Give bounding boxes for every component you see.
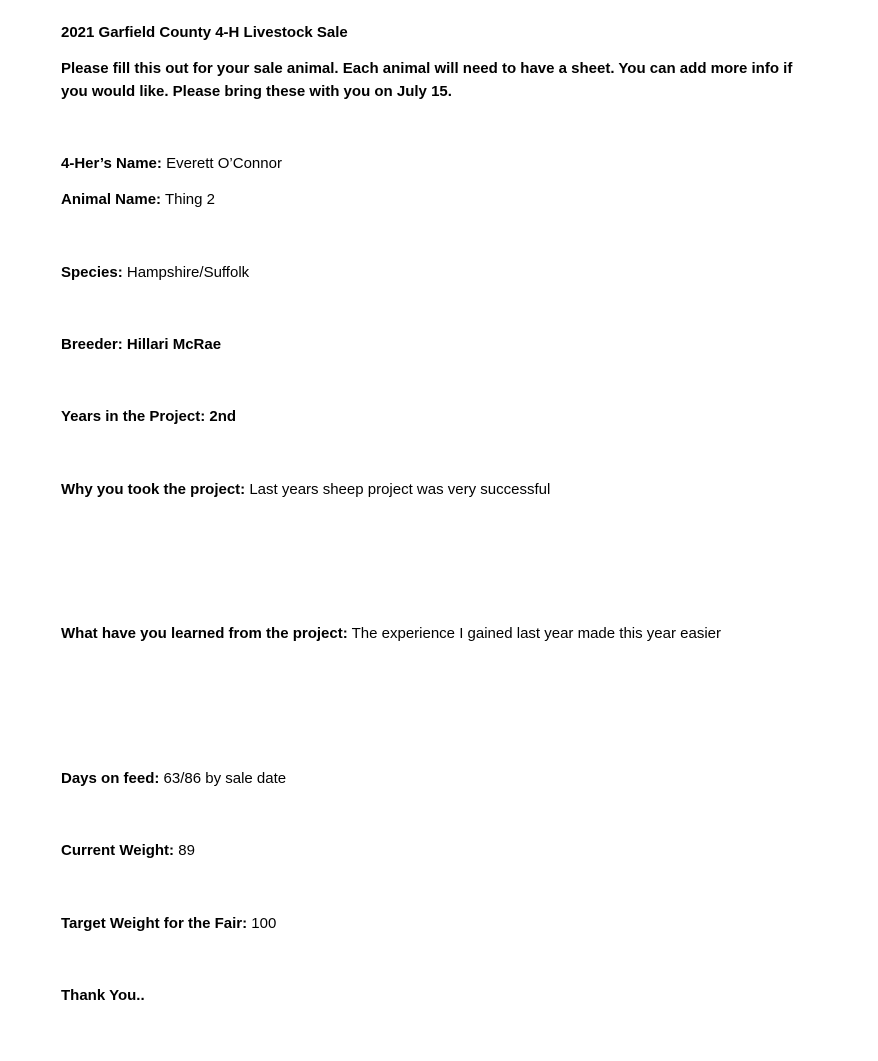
field-value: Thing 2 <box>164 191 215 208</box>
field-days-on-feed <box>61 767 286 790</box>
field-label: What have you learned from the project: <box>61 625 348 642</box>
field-species <box>61 261 249 284</box>
field-label: Breeder: <box>61 336 123 353</box>
field-what-learned <box>61 622 721 645</box>
closing-text: Thank You.. <box>61 987 145 1004</box>
field-years-in-project <box>61 405 236 428</box>
field-label: Years in the Project: <box>61 408 206 425</box>
field-value: 100 <box>251 915 277 932</box>
field-current-weight <box>61 839 195 862</box>
field-why-took-project <box>61 478 550 501</box>
field-label: Current Weight: <box>61 842 175 859</box>
field-value: Last years sheep project was very successful <box>249 481 551 498</box>
field-label: Target Weight for the Fair: <box>61 915 248 932</box>
field-target-weight <box>61 912 276 935</box>
field-value: Everett O’Connor <box>166 155 282 172</box>
field-value: Hillari McRae <box>126 336 222 353</box>
field-label: 4-Her’s Name: <box>61 155 162 172</box>
instructions-paragraph: Please fill this out for your sale animal. Each animal will need to have a sheet. You can add more info if you would like. Please bring these with you on July 15. <box>61 60 793 100</box>
field-label: Why you took the project: <box>61 481 246 498</box>
field-value: Hampshire/Suffolk <box>126 264 250 281</box>
field-value: 63/86 by sale date <box>163 770 287 787</box>
field-label: Days on feed: <box>61 770 160 787</box>
document-title: 2021 Garfield County 4-H Livestock Sale <box>61 24 348 41</box>
field-value: The experience I gained last year made this year easier <box>351 625 721 642</box>
field-label: Animal Name: <box>61 191 162 208</box>
field-4her-name <box>61 152 282 175</box>
field-animal-name <box>61 188 215 211</box>
field-breeder <box>61 333 221 356</box>
field-value: 89 <box>178 842 195 859</box>
field-label: Species: <box>61 264 123 281</box>
field-value: 2nd <box>209 408 237 425</box>
